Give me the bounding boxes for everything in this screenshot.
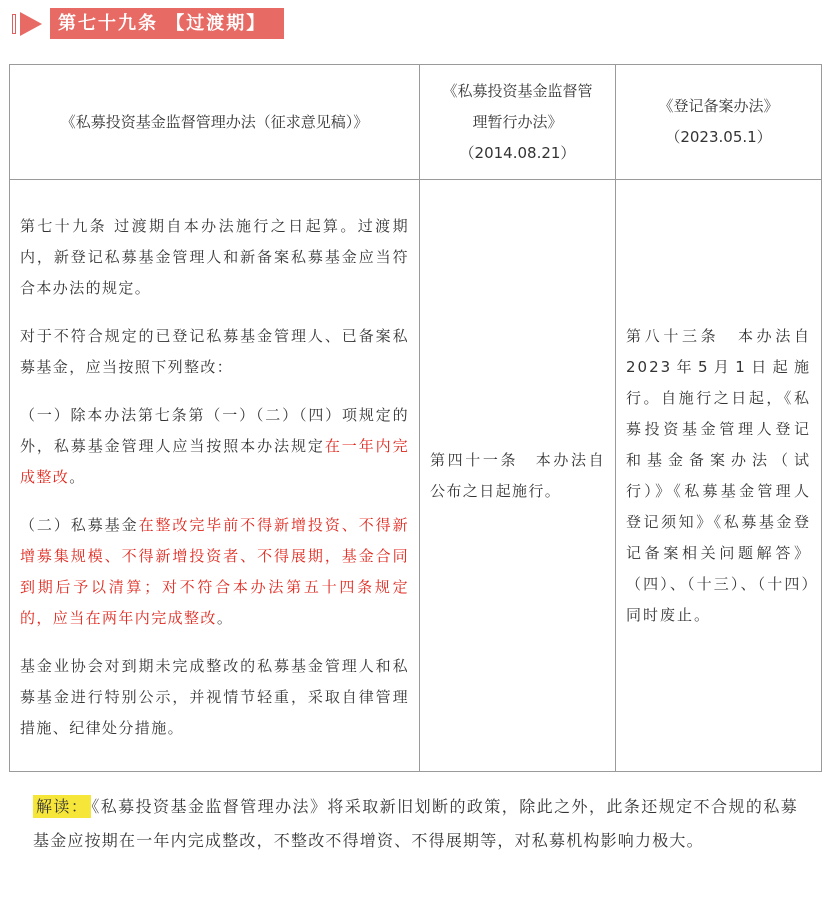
draft-p3-end: 。 xyxy=(69,468,86,486)
draft-p4-highlight: 在整改完毕前不得新增投资、不得新增募集规模、不得新增投资者、不得展期，基金合同到期后予以清算；对不符合本办法第五十四条规定的，应当在两年内完成整改 xyxy=(20,516,409,627)
column-header-interim xyxy=(420,65,616,180)
draft-paragraph-5: 基金业协会对到期未完成整改的私募基金管理人和私募基金进行特别公示，并视情节轻重，采取自律管理措施、纪律处分措施。 xyxy=(20,657,409,737)
column-header-interim-date: （2014.08.21） xyxy=(459,143,576,162)
table-header-row xyxy=(10,65,822,180)
column-header-draft-title: 《私募投资基金监督管理办法（征求意见稿）》 xyxy=(60,112,369,131)
table-body-row xyxy=(10,180,822,772)
draft-p4-text: （二）私募基金 xyxy=(20,516,139,534)
column-header-registration-title: 《登记备案办法》 xyxy=(658,97,779,115)
play-marker-icon xyxy=(12,12,48,36)
draft-p3-text: （一）除本办法第七条第（一）（二）（四）项规定的外，私募基金管理人应当按照本办法规定 xyxy=(20,406,409,455)
interpretation-note xyxy=(33,790,798,858)
interim-article-text: 第四十一条 本办法自公布之日起施行。 xyxy=(430,450,605,500)
column-header-registration-date: （2023.05.1） xyxy=(665,128,772,146)
draft-p4-end: 。 xyxy=(216,609,234,627)
draft-paragraph-3 xyxy=(20,400,409,493)
draft-p3-highlight: 在一年内完成整改 xyxy=(20,437,409,486)
draft-paragraph-4 xyxy=(20,510,409,634)
draft-paragraph-1: 第七十九条 过渡期自本办法施行之日起算。过渡期内，新登记私募基金管理人和新备案私募基金应当符合本办法的规定。 xyxy=(20,217,409,297)
draft-article-cell xyxy=(10,180,420,772)
registration-article-cell xyxy=(616,180,822,772)
column-header-draft xyxy=(10,65,420,180)
registration-article-text: 第八十三条 本办法自2023年5月1日起施行。自施行之日起，《私募投资基金管理人登记和基金备案办法（试行）》《私募基金管理人登记须知》《私募基金登记备案相关问题解答》（四）、（十三）、（十四）同时废止。 xyxy=(626,326,811,624)
interpretation-label: 解读： xyxy=(33,795,91,818)
section-title: 第七十九条 【过渡期】 xyxy=(50,8,284,39)
draft-paragraph-2: 对于不符合规定的已登记私募基金管理人、已备案私募基金，应当按照下列整改： xyxy=(20,327,409,376)
comparison-table xyxy=(9,64,822,772)
interpretation-text: 《私募投资基金监督管理办法》将采取新旧划断的政策，除此之外，此条还规定不合规的私募基金应按期在一年内完成整改，不整改不得增资、不得展期等，对私募机构影响力极大。 xyxy=(33,797,798,850)
column-header-registration xyxy=(616,65,822,180)
column-header-interim-title: 《私募投资基金监督管理暂行办法》 xyxy=(442,81,593,131)
interim-article-cell xyxy=(420,180,616,772)
section-header xyxy=(12,8,284,39)
